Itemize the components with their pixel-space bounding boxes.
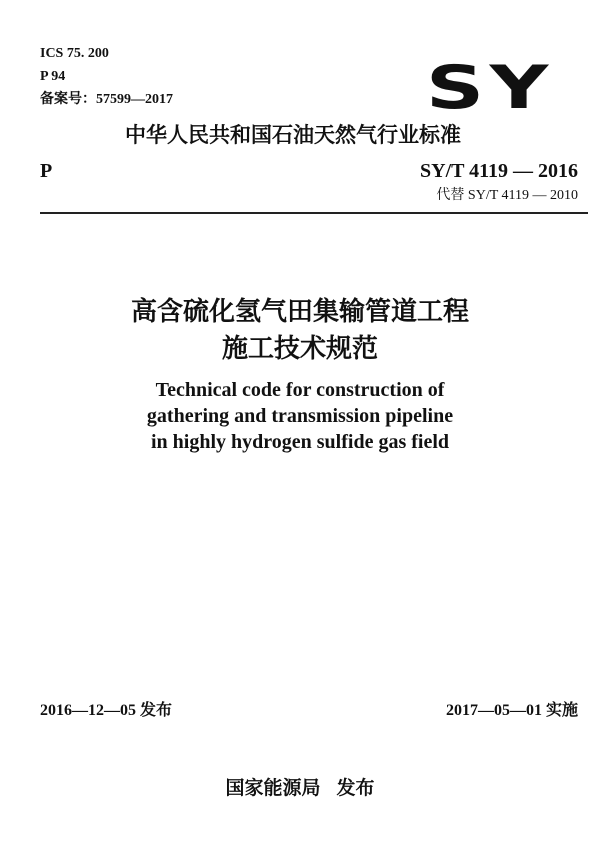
english-title-line-2: gathering and transmission pipeline: [146, 405, 454, 427]
header-divider: [40, 212, 588, 214]
english-title-line-3: in highly hydrogen sulfide gas field: [150, 431, 450, 453]
filing-number: 备案号：57599—2017: [40, 92, 173, 107]
english-title-line-1: Technical code for construction of: [155, 379, 445, 401]
p-number: P 94: [40, 69, 66, 84]
sy-logo: SY: [426, 53, 554, 123]
ics-code: ICS 75. 200: [40, 46, 109, 61]
chinese-title-line-1: 高含硫化氢气田集输管道工程: [130, 297, 469, 327]
classification-letter: P: [40, 160, 53, 182]
publisher-name: 国家能源局: [225, 777, 321, 799]
issue-date: 2016—12—05 发布: [40, 702, 173, 719]
chinese-title-line-2: 施工技术规范: [221, 334, 378, 364]
standard-code: SY/T 4119 — 2016: [420, 160, 578, 182]
publish-action: 发布: [336, 777, 375, 799]
publisher-line: [0, 776, 600, 800]
implementation-date: 2017—05—01 实施: [445, 702, 578, 719]
industry-standard-heading: 中华人民共和国石油天然气行业标准: [125, 123, 461, 147]
replaces-standard: 代替 SY/T 4119 — 2010: [436, 188, 578, 203]
